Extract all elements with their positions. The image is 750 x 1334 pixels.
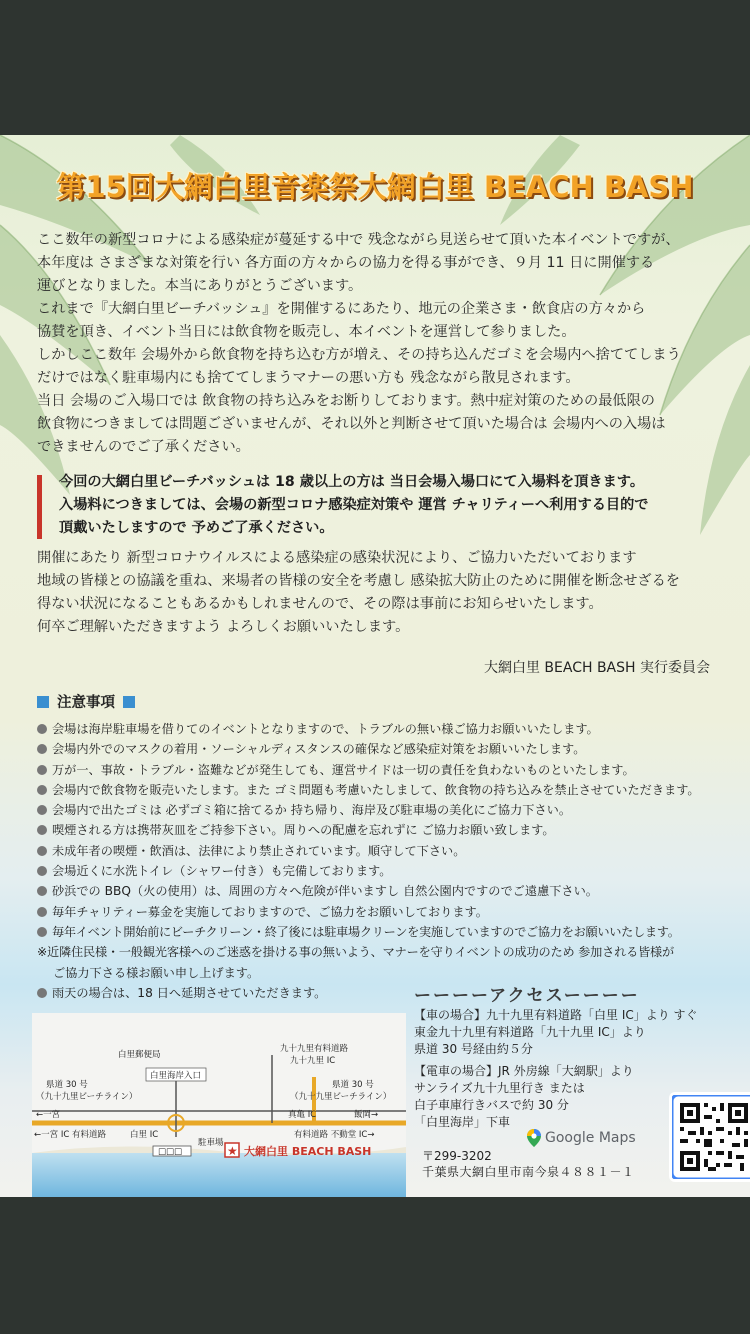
- map-label: 飯岡→: [354, 1110, 379, 1120]
- svg-text:□□□: □□□: [158, 1147, 183, 1157]
- qr-code[interactable]: [669, 1092, 750, 1182]
- intro-line: 当日 会場のご入場口では 飲食物の持ち込みをお断りしております。熱中症対策のための最低限の: [37, 393, 655, 409]
- map-label: ←一宮 IC 有料道路: [34, 1130, 106, 1140]
- google-maps-link[interactable]: [527, 1129, 636, 1147]
- list-item: 雨天の場合は、18 日へ延期させていただきます。: [37, 983, 737, 1003]
- bullet-dot-icon: [37, 866, 47, 876]
- bullet-dot-icon: [37, 886, 47, 896]
- map-label: 九十九里有料道路: [280, 1044, 349, 1054]
- access-map: [32, 1013, 406, 1197]
- bullet-dot-icon: [37, 805, 47, 815]
- sea: [32, 1153, 406, 1197]
- list-item: 万が一、事故・トラブル・盗難などが発生しても、運営サイドは一切の責任を負わないものといたします。: [37, 760, 737, 780]
- closing-line: 開催にあたり 新型コロナウイルスによる感染症の感染状況により、ご協力いただいております: [37, 550, 637, 566]
- bullet-dot-icon: [37, 744, 47, 754]
- signature: 大網白里 BEACH BASH 実行委員会: [483, 660, 710, 676]
- bullet-dot-icon: [37, 785, 47, 795]
- list-item: 毎年イベント開始前にビーチクリーン・終了後には駐車場クリーンを実施していますのでご協力をお願いいたします。: [37, 922, 737, 942]
- intro-line: これまで『大網白里ビーチバッシュ』を開催するにあたり、地元の企業さま・飲食店の方々から: [37, 301, 646, 317]
- map-label: ←一宮: [36, 1110, 61, 1120]
- square-bullet-icon: [37, 696, 49, 708]
- intro-line: 運びとなりました。本当にありがとうございます。: [37, 278, 363, 294]
- bullet-dot-icon: [37, 907, 47, 917]
- notice-line: 今回の大網白里ビーチバッシュは 18 歳以上の方は 当日会場入場口にて入場料を頂きます。: [59, 474, 645, 490]
- bullet-dot-icon: [37, 765, 47, 775]
- closing-line: 得ない状況になることもあるかもしれませんので、その際は事前にお知らせいたします。: [37, 596, 603, 612]
- bullet-dot-icon: [37, 724, 47, 734]
- caution-heading: [37, 691, 135, 712]
- list-item: 喫煙される方は携帯灰皿をご持参下さい。周りへの配慮を忘れずに ご協力お願い致します。: [37, 820, 737, 840]
- closing-line: 地域の皆様との協議を重ね、来場者の皆様の安全を考慮し 感染拡大防止のために開催を断念せざるを: [37, 573, 680, 589]
- map-label: 県道 30 号: [332, 1080, 374, 1090]
- bullet-dot-icon: [37, 846, 47, 856]
- access-train: 【電車の場合】JR 外房線「大網駅」より サンライズ九十九里行き または 白子車庫行きバスで約 30 分 「白里海岸」下車: [414, 1064, 634, 1129]
- bullet-dot-icon: [37, 927, 47, 937]
- note-line: ご協力下さる様お願い申し上げます。: [53, 965, 260, 980]
- notice-line: 入場料につきましては、会場の新型コロナ感染症対策や 運営 チャリティーへ利用する目的で: [59, 497, 649, 513]
- notice-accent-bar: [37, 475, 42, 539]
- intro-line: しかしここ数年 会場外から飲食物を持ち込む方が増え、その持ち込んだゴミを会場内へ捨ててしまう: [37, 347, 681, 363]
- list-item: 未成年者の喫煙・飲酒は、法律により禁止されています。順守して下さい。: [37, 841, 737, 861]
- address: 千葉県大網白里市南今泉４８８１－１: [422, 1165, 635, 1179]
- map-label: 白里海岸入口: [150, 1071, 202, 1081]
- closing-text: [37, 547, 727, 639]
- map-label: 真亀 IC: [288, 1110, 317, 1120]
- caution-list: [37, 719, 737, 1003]
- list-item: 砂浜での BBQ（火の使用）は、周囲の方々へ危険が伴いますし 自然公園内ですのでご遠慮下さい。: [37, 881, 737, 901]
- intro-line: できませんのでご了承ください。: [37, 439, 250, 455]
- square-bullet-icon: [123, 696, 135, 708]
- intro-line: だけではなく駐車場内にも捨ててしまうマナーの悪い方も 残念ながら散見されます。: [37, 370, 580, 386]
- map-label: 白里 IC: [130, 1130, 159, 1140]
- intro-text: [37, 229, 727, 459]
- admission-notice: [37, 471, 727, 540]
- list-item: 会場内外でのマスクの着用・ソーシャルディスタンスの確保など感染症対策をお願いいたします。: [37, 739, 737, 759]
- bullet-dot-icon: [37, 988, 47, 998]
- map-label: 有料道路 不動堂 IC→: [294, 1130, 375, 1140]
- intro-line: 本年度は さまざまな対策を行い 各方面の方々からの協力を得る事ができ、９月 11 日に開催する: [37, 255, 655, 271]
- closing-line: 何卒ご理解いただきますよう よろしくお願いいたします。: [37, 619, 410, 635]
- access-title: ーーーーアクセスーーーー: [414, 986, 640, 1006]
- map-label: 県道 30 号: [46, 1080, 88, 1090]
- google-maps-label: Google Maps: [545, 1130, 636, 1146]
- qr-code-icon: [672, 1095, 750, 1179]
- postal-code: 〒299-3202: [422, 1149, 492, 1163]
- list-item: 毎年チャリティー募金を実施しておりますので、ご協力をお願いしております。: [37, 902, 737, 922]
- list-item: 会場近くに水洗トイレ（シャワー付き）も完備しております。: [37, 861, 737, 881]
- intro-line: 協賛を頂き、イベント当日には飲食物を販売し、本イベントを運営して参りました。: [37, 324, 576, 340]
- notice-line: 頂戴いたしますので 予めご了承ください。: [59, 520, 334, 536]
- bullet-dot-icon: [37, 825, 47, 835]
- map-pin-icon: [527, 1129, 541, 1147]
- svg-text:★: ★: [227, 1144, 238, 1158]
- note-line: ※近隣住民様・一般観光客様へのご迷惑を掛ける事の無いよう、マナーを守りイベントの成功のため 参加される皆様が: [37, 945, 675, 960]
- caution-heading-label: 注意事項: [57, 695, 115, 711]
- venue-label: 大網白里 BEACH BASH: [244, 1145, 372, 1158]
- map-label: （九十九里ビーチライン）: [36, 1092, 138, 1102]
- poster: [0, 135, 750, 1197]
- list-item: 会場は海岸駐車場を借りてのイベントとなりますので、トラブルの無い様ご協力お願いいたします。: [37, 719, 737, 739]
- map-label: （九十九里ビーチライン）: [290, 1092, 392, 1102]
- page-title: 第15回大網白里音楽祭大網白里 BEACH BASH: [56, 170, 694, 204]
- access-car: 【車の場合】九十九里有料道路「白里 IC」より すぐ 東金九十九里有料道路「九十九里 IC」より 県道 30 号経由約５分: [414, 1008, 698, 1056]
- map-label: 九十九里 IC: [290, 1056, 336, 1066]
- list-item: 会場内で飲食物を販売いたします。また ゴミ問題も考慮いたしまして、飲食物の持ち込みを禁止させていただきます。: [37, 780, 737, 800]
- intro-line: 飲食物につきましては問題ございませんが、それ以外と判断させて頂いた場合は 会場内への入場は: [37, 416, 666, 432]
- map-label: 駐車場: [198, 1138, 224, 1148]
- list-item: 会場内で出たゴミは 必ずゴミ箱に捨てるか 持ち帰り、海岸及び駐車場の美化にご協力下さい。: [37, 800, 737, 820]
- map-label: 白里郵便局: [118, 1050, 161, 1060]
- intro-line: ここ数年の新型コロナによる感染症が蔓延する中で 残念ながら見送らせて頂いた本イベントですが、: [37, 232, 680, 248]
